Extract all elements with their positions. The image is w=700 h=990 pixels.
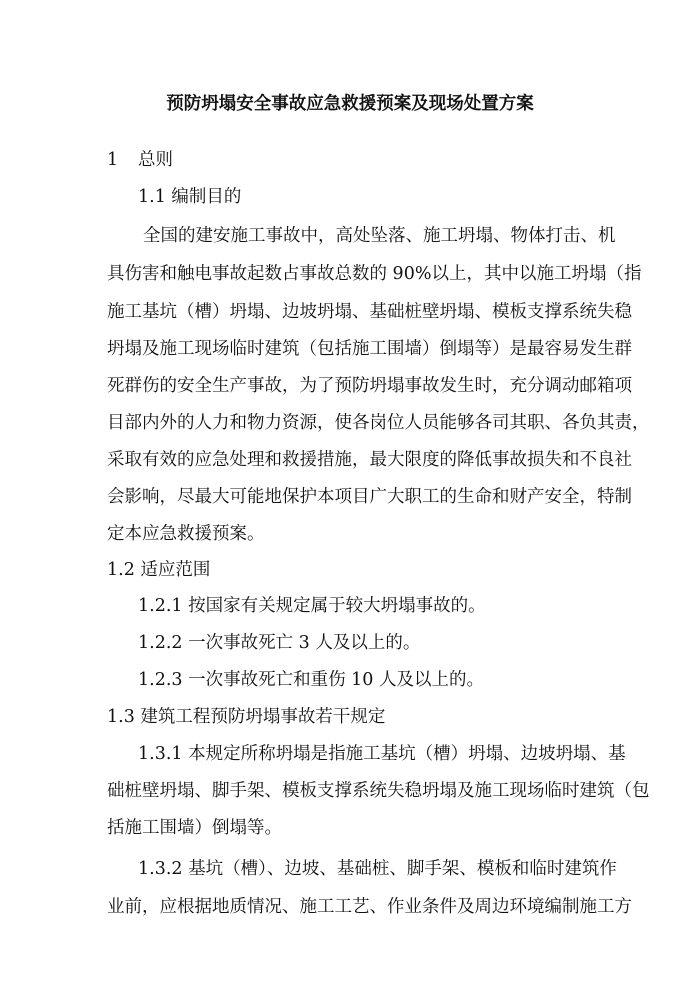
paragraph-line: 业前，应根据地质情况、施工工艺、作业条件及周边环境编制施工方 [107,897,632,917]
paragraph-line: 1.3.2 基坑（槽）、边坡、基础桩、脚手架、模板和临时建筑作 [138,859,617,879]
paragraph-line: 础桩壁坍塌、脚手架、模板支撑系统失稳坍塌及施工现场临时建筑（包 [107,781,650,801]
section-1-3-heading: 1.3 建筑工程预防坍塌事故若干规定 [107,707,386,727]
section-1-heading-text: 总则 [138,150,173,170]
list-item: 1.2.1 按国家有关规定属于较大坍塌事故的。 [138,596,486,616]
paragraph-line: 坍塌及施工现场临时建筑（包括施工围墙）倒塌等）是最容易发生群 [107,339,632,359]
section-1-2-heading: 1.2 适应范围 [107,560,211,580]
paragraph-line: 全国的建安施工事故中，高处坠落、施工坍塌、物体打击、机 [143,226,616,246]
section-1-heading-number: 1 [107,150,119,170]
section-1-1-heading: 1.1 编制目的 [138,187,242,207]
document-title: 预防坍塌安全事故应急救援预案及现场处置方案 [166,94,534,114]
paragraph-line: 死群伤的安全生产事故，为了预防坍塌事故发生时，充分调动邮箱项 [107,376,632,396]
paragraph-line: 具伤害和触电事故起数占事故总数的 90%以上，其中以施工坍塌（指 [107,264,642,284]
list-item: 1.2.3 一次事故死亡和重伤 10 人及以上的。 [138,670,484,690]
paragraph-line: 目部内外的人力和物力资源，使各岗位人员能够各司其职、各负其责， [107,413,650,433]
paragraph-line: 会影响，尽最大可能地保护本项目广大职工的生命和财产安全，特制 [107,487,632,507]
paragraph-line: 采取有效的应急处理和救援措施，最大限度的降低事故损失和不良社 [107,450,632,470]
paragraph-line: 1.3.1 本规定所称坍塌是指施工基坑（槽）坍塌、边坡坍塌、基 [138,744,626,764]
paragraph-line: 施工基坑（槽）坍塌、边坡坍塌、基础桩壁坍塌、模板支撑系统失稳 [107,302,632,322]
paragraph-line: 定本应急救援预案。 [107,524,265,544]
paragraph-line: 括施工围墙）倒塌等。 [107,818,282,838]
list-item: 1.2.2 一次事故死亡 3 人及以上的。 [138,633,421,653]
